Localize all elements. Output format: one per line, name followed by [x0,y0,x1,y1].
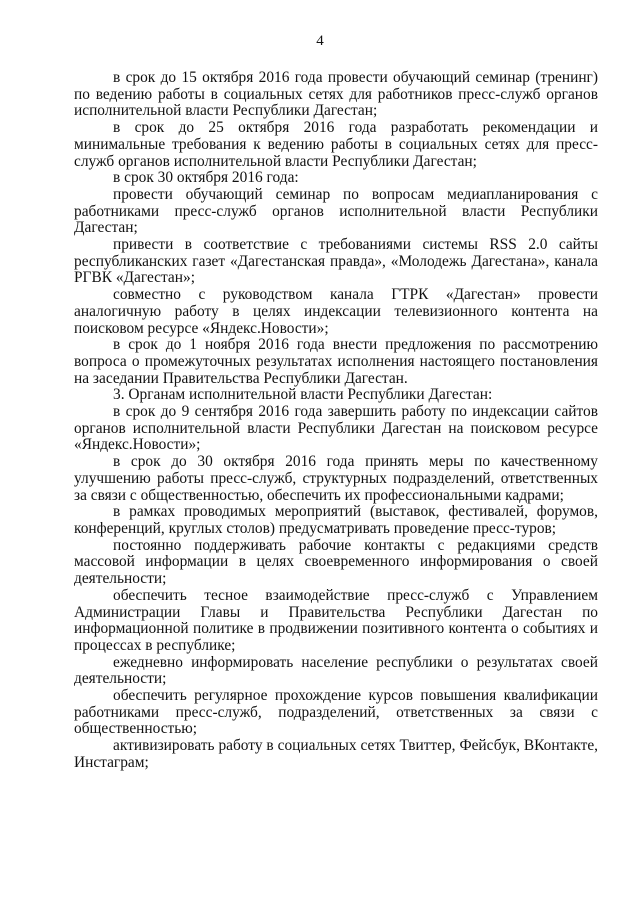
paragraph-deadline-october-30: в срок 30 октября 2016 года: [113,169,299,187]
paragraph-administration-interaction: обеспечить тесное взаимодействие пресс-служб с Управлением Администрации Главы и Правительства Республики Дагестан по информационной политике в продвижении позитивного контента о событиях и процессах в республике; [74,586,598,654]
paragraph-interim-results: в срок до 1 ноября 2016 года внести предложения по рассмотрению вопроса о промежуточных результатах исполнения настоящего постановления на заседании Правительства Республики Дагестан. [74,336,598,387]
paragraph-site-indexing: в срок до 9 сентября 2016 года завершить работу по индексации сайтов органов исполнительной власти Республики Дагестан на поисковом ресурсе «Яндекс.Новости»; [74,403,598,454]
paragraph-daily-informing: ежедневно информировать население республики о результатах своей деятельности; [74,653,598,688]
paragraph-seminar-training: в срок до 15 октября 2016 года провести обучающий семинар (тренинг) по ведению работы в социальных сетях для работников пресс-служб органов исполнительной власти Республики Дагестан; [74,69,598,120]
paragraph-section-3-heading: 3. Органам исполнительной власти Республики Дагестан: [113,386,493,404]
paragraph-qualification-courses: обеспечить регулярное прохождение курсов повышения квалификации работниками пресс-служб, подразделений, ответственных за связи с общественностью; [74,687,598,738]
paragraph-media-planning-seminar: провести обучающий семинар по вопросам медиапланирования с работниками пресс-служб органов исполнительной власти Республики Дагестан; [74,185,598,237]
paragraph-press-tours: в рамках проводимых мероприятий (выставок, фестивалей, форумов, конференций, круглых столов) предусматривать проведение пресс-туров; [74,503,598,537]
document-body [74,70,598,772]
page-number: 4 [316,33,324,49]
paragraph-media-contacts: постоянно поддерживать рабочие контакты с редакциями средств массовой информации в целях своевременного информирования о своей деятельности; [74,536,598,588]
paragraph-social-networks: активизировать работу в социальных сетях Твиттер, Фейсбук, ВКонтакте, Инстаграм; [74,737,598,771]
paragraph-press-service-improvement: в срок до 30 октября 2016 года принять меры по качественному улучшению работы пресс-служб, структурных подразделений, ответственных за связи с общественностью, обеспечить их профессиональными кадрами; [74,453,598,504]
paragraph-rss-compliance: привести в соответствие с требованиями системы RSS 2.0 сайты республиканских газет «Дагестанская правда», «Молодежь Дагестана», канала РГВК «Дагестан»; [74,236,598,287]
paragraph-gtrk-indexing: совместно с руководством канала ГТРК «Дагестан» провести аналогичную работу в целях индексации телевизионного контента на поисковом ресурсе «Яндекс.Новости»; [74,286,598,337]
paragraph-recommendations: в срок до 25 октября 2016 года разработать рекомендации и минимальные требования к ведению работы в социальных сетях для пресс-служб органов исполнительной власти Республики Дагестан; [74,119,598,170]
